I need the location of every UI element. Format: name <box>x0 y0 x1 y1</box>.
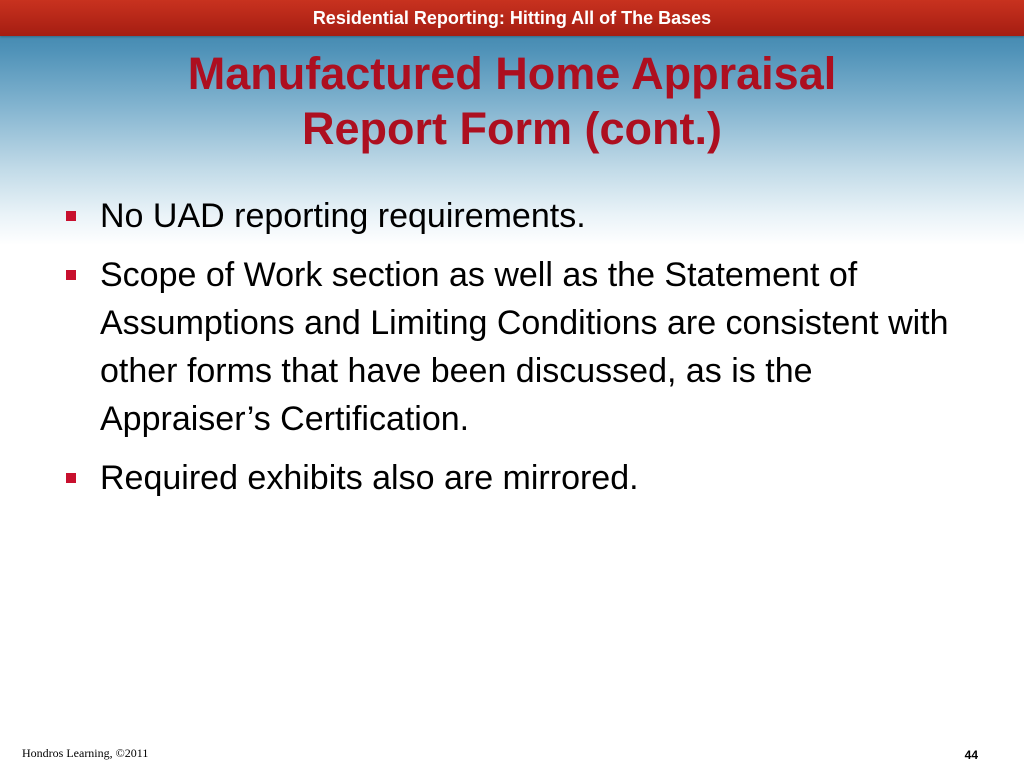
slide-title-line-2: Report Form (cont.) <box>302 103 722 154</box>
red-square-bullet-icon <box>66 211 76 221</box>
bullet-item <box>62 251 962 443</box>
header-banner <box>0 0 1024 36</box>
slide-title <box>40 46 984 156</box>
bullet-item <box>62 192 962 240</box>
slide-title-line-1: Manufactured Home Appraisal <box>187 48 837 99</box>
bullet-text: Required exhibits also are mirrored. <box>100 459 639 497</box>
bullet-text: No UAD reporting requirements. <box>100 197 586 235</box>
bullet-item <box>62 454 962 502</box>
footer-copyright: Hondros Learning, ©2011 <box>22 746 149 760</box>
bullet-list <box>62 192 962 513</box>
red-square-bullet-icon <box>66 473 76 483</box>
red-square-bullet-icon <box>66 270 76 280</box>
banner-title: Residential Reporting: Hitting All of The Bases <box>312 8 712 28</box>
bullet-text: Scope of Work section as well as the Statement of Assumptions and Limiting Conditions are consistent with other forms that have been discussed, as is the Appraiser’s Certification. <box>100 256 949 438</box>
page-number: 44 <box>964 748 978 762</box>
